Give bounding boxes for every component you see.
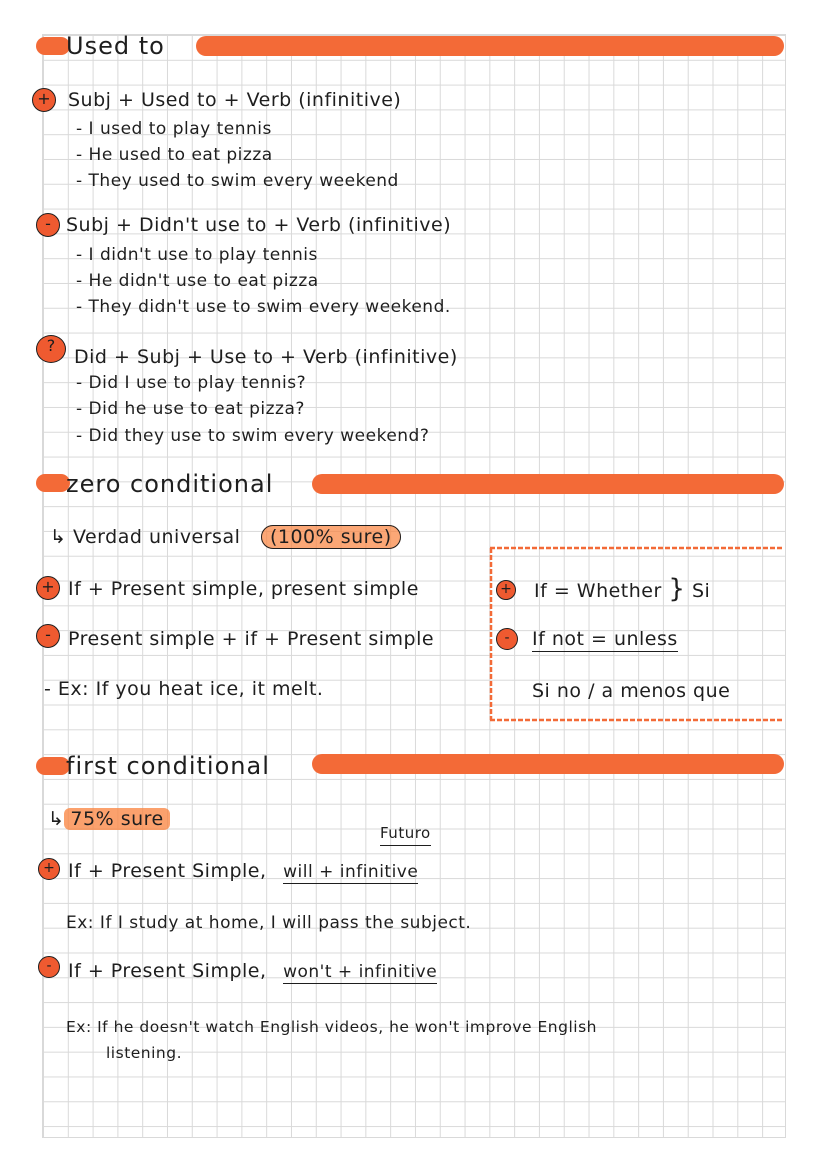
title-bar-first-conditional (312, 754, 784, 774)
used-to-negative-example: - I didn't use to play tennis (76, 245, 318, 265)
first-conditional-negative-example: listening. (106, 1044, 183, 1062)
used-to-question-example: - Did I use to play tennis? (76, 373, 307, 393)
zero-conditional-negative: Present simple + if + Present simple (68, 628, 435, 650)
used-to-affirmative-rule: Subj + Used to + Verb (infinitive) (68, 89, 402, 111)
negative-rule: If + Present Simple, (68, 960, 267, 982)
used-to-affirmative-example: - He used to eat pizza (76, 145, 273, 165)
note-prefix: ↳ Verdad universal (50, 526, 241, 548)
sure-badge: (100% sure) (261, 525, 401, 549)
plus-icon: + (496, 580, 516, 600)
whether-translation: Si (691, 580, 711, 602)
section-title-first-conditional: first conditional (66, 752, 270, 780)
zero-conditional-affirmative: If + Present simple, present simple (68, 578, 419, 600)
whether-rule: If = Whether (534, 580, 662, 602)
section-title-zero-conditional: zero conditional (66, 470, 274, 498)
used-to-affirmative-example: - They used to swim every weekend (76, 171, 399, 191)
section-title-used-to: Used to (66, 32, 165, 60)
title-bar-used-to (196, 36, 784, 56)
used-to-negative-example: - He didn't use to eat pizza (76, 271, 319, 291)
minus-icon: - (36, 213, 60, 237)
minus-icon: - (38, 956, 60, 978)
brace-icon: } (668, 574, 686, 604)
future-label: Futuro (380, 822, 431, 846)
used-to-negative-rule: Subj + Didn't use to + Verb (infinitive) (66, 214, 452, 236)
plus-icon: + (38, 858, 60, 880)
title-marker-left (36, 474, 70, 492)
first-conditional-affirmative (68, 860, 418, 883)
title-marker-left (36, 37, 70, 55)
first-conditional-note (48, 808, 170, 830)
affirmative-rule: If + Present Simple, (68, 860, 267, 882)
used-to-question-rule: Did + Subj + Use to + Verb (infinitive) (74, 346, 458, 368)
question-icon: ? (36, 335, 66, 363)
note-prefix: ↳ (48, 808, 65, 830)
used-to-question-example: - Did he use to eat pizza? (76, 399, 305, 419)
title-marker-left (36, 757, 70, 775)
first-conditional-negative (68, 960, 437, 983)
minus-icon: - (36, 624, 60, 648)
used-to-question-example: - Did they use to swim every weekend? (76, 426, 430, 446)
plus-icon: + (32, 88, 56, 112)
box-line-unless: If not = unless (532, 628, 678, 650)
box-line-whether (534, 574, 711, 604)
minus-icon: - (496, 628, 518, 650)
first-conditional-affirmative-example: Ex: If I study at home, I will pass the subject. (66, 913, 472, 933)
used-to-negative-example: - They didn't use to swim every weekend. (76, 297, 451, 317)
plus-icon: + (36, 576, 60, 600)
box-translation: Si no / a menos que (532, 680, 731, 702)
affirmative-result: will + infinitive (283, 862, 419, 882)
used-to-affirmative-example: - I used to play tennis (76, 119, 272, 139)
negative-result: won't + infinitive (283, 962, 438, 982)
title-bar-zero-conditional (312, 474, 784, 494)
zero-conditional-example: - Ex: If you heat ice, it melt. (44, 678, 324, 700)
sure-highlight: 75% sure (64, 808, 169, 830)
zero-conditional-note (50, 526, 401, 548)
first-conditional-negative-example: Ex: If he doesn't watch English videos, he won't improve English (66, 1018, 597, 1036)
